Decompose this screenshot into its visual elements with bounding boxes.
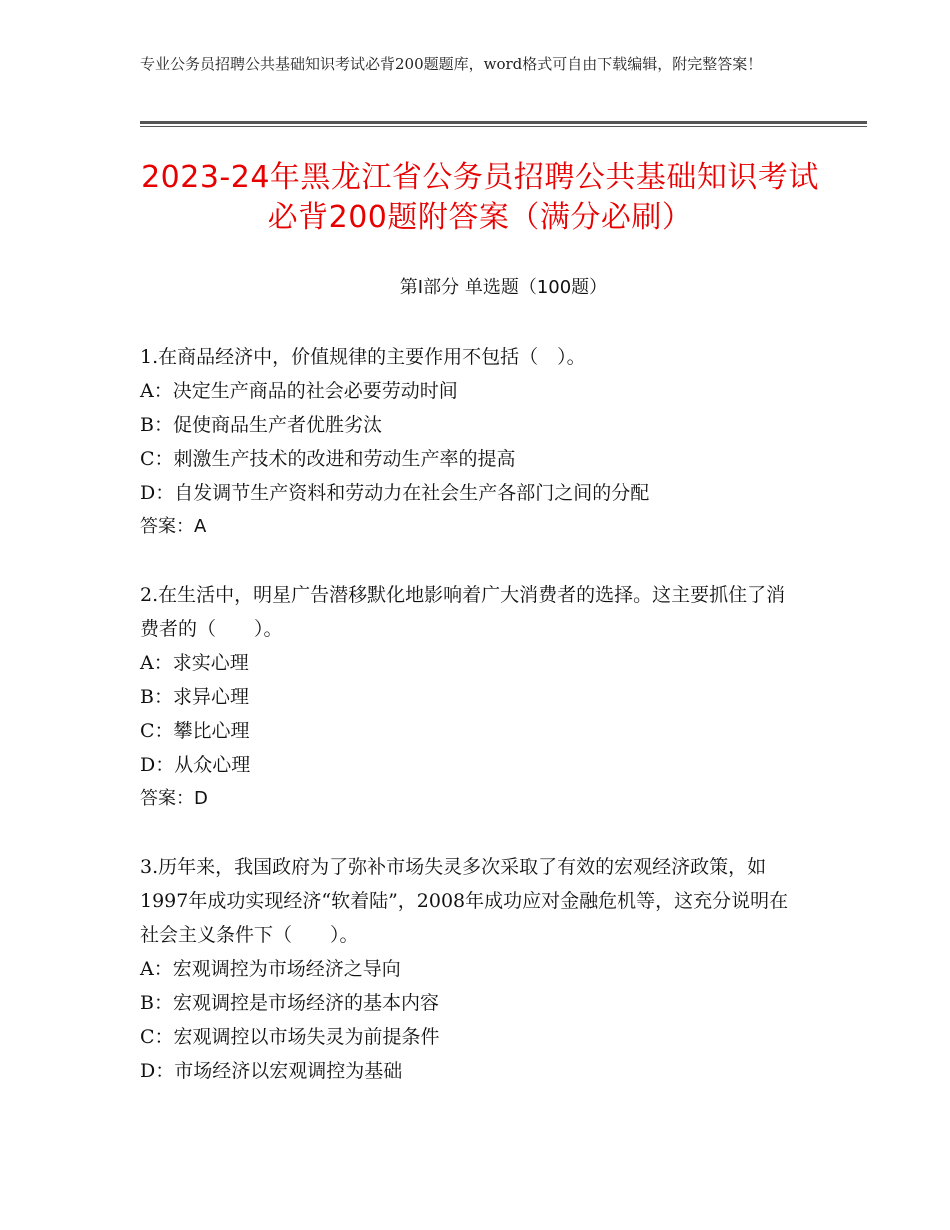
question-answer: 答案：D [140, 788, 208, 809]
question-option-d: D：自发调节生产资料和劳动力在社会生产各部门之间的分配 [140, 482, 650, 504]
question-option-d: D：市场经济以宏观调控为基础 [140, 1060, 403, 1082]
question-3 [140, 850, 795, 1088]
question-option-c: C：宏观调控以市场失灵为前提条件 [140, 1026, 440, 1048]
header-rule-thick [140, 121, 867, 124]
question-option-a: A：宏观调控为市场经济之导向 [140, 958, 401, 980]
header-note: 专业公务员招聘公共基础知识考试必背200题题库，word格式可自由下载编辑，附完整答案！ [140, 55, 763, 73]
question-list [140, 340, 795, 1122]
document-title: 2023-24年黑龙江省公务员招聘公共基础知识考试必背200题附答案（满分必刷） [141, 160, 819, 235]
question-1 [140, 340, 795, 544]
question-option-b: B：促使商品生产者优胜劣汰 [140, 414, 382, 436]
question-stem: 2.在生活中，明星广告潜移默化地影响着广大消费者的选择。这主要抓住了消费者的（ ）。 [140, 584, 786, 640]
question-stem: 1.在商品经济中，价值规律的主要作用不包括（ ）。 [140, 346, 586, 368]
question-answer: 答案：A [140, 516, 207, 537]
question-option-c: C：攀比心理 [140, 720, 250, 742]
question-stem: 3.历年来，我国政府为了弥补市场失灵多次采取了有效的宏观经济政策，如1997年成功实现经济“软着陆”，2008年成功应对金融危机等，这充分说明在社会主义条件下（ ）。 [140, 856, 789, 946]
question-option-b: B：求异心理 [140, 686, 249, 708]
header-rule-thin [140, 126, 867, 127]
question-option-b: B：宏观调控是市场经济的基本内容 [140, 992, 439, 1014]
question-option-a: A：求实心理 [140, 652, 249, 674]
question-option-a: A：决定生产商品的社会必要劳动时间 [140, 380, 458, 402]
question-2 [140, 578, 795, 816]
question-option-c: C：刺激生产技术的改进和劳动生产率的提高 [140, 448, 516, 470]
section-title: 第Ⅰ部分 单选题（100题） [399, 277, 608, 298]
question-option-d: D：从众心理 [140, 754, 251, 776]
